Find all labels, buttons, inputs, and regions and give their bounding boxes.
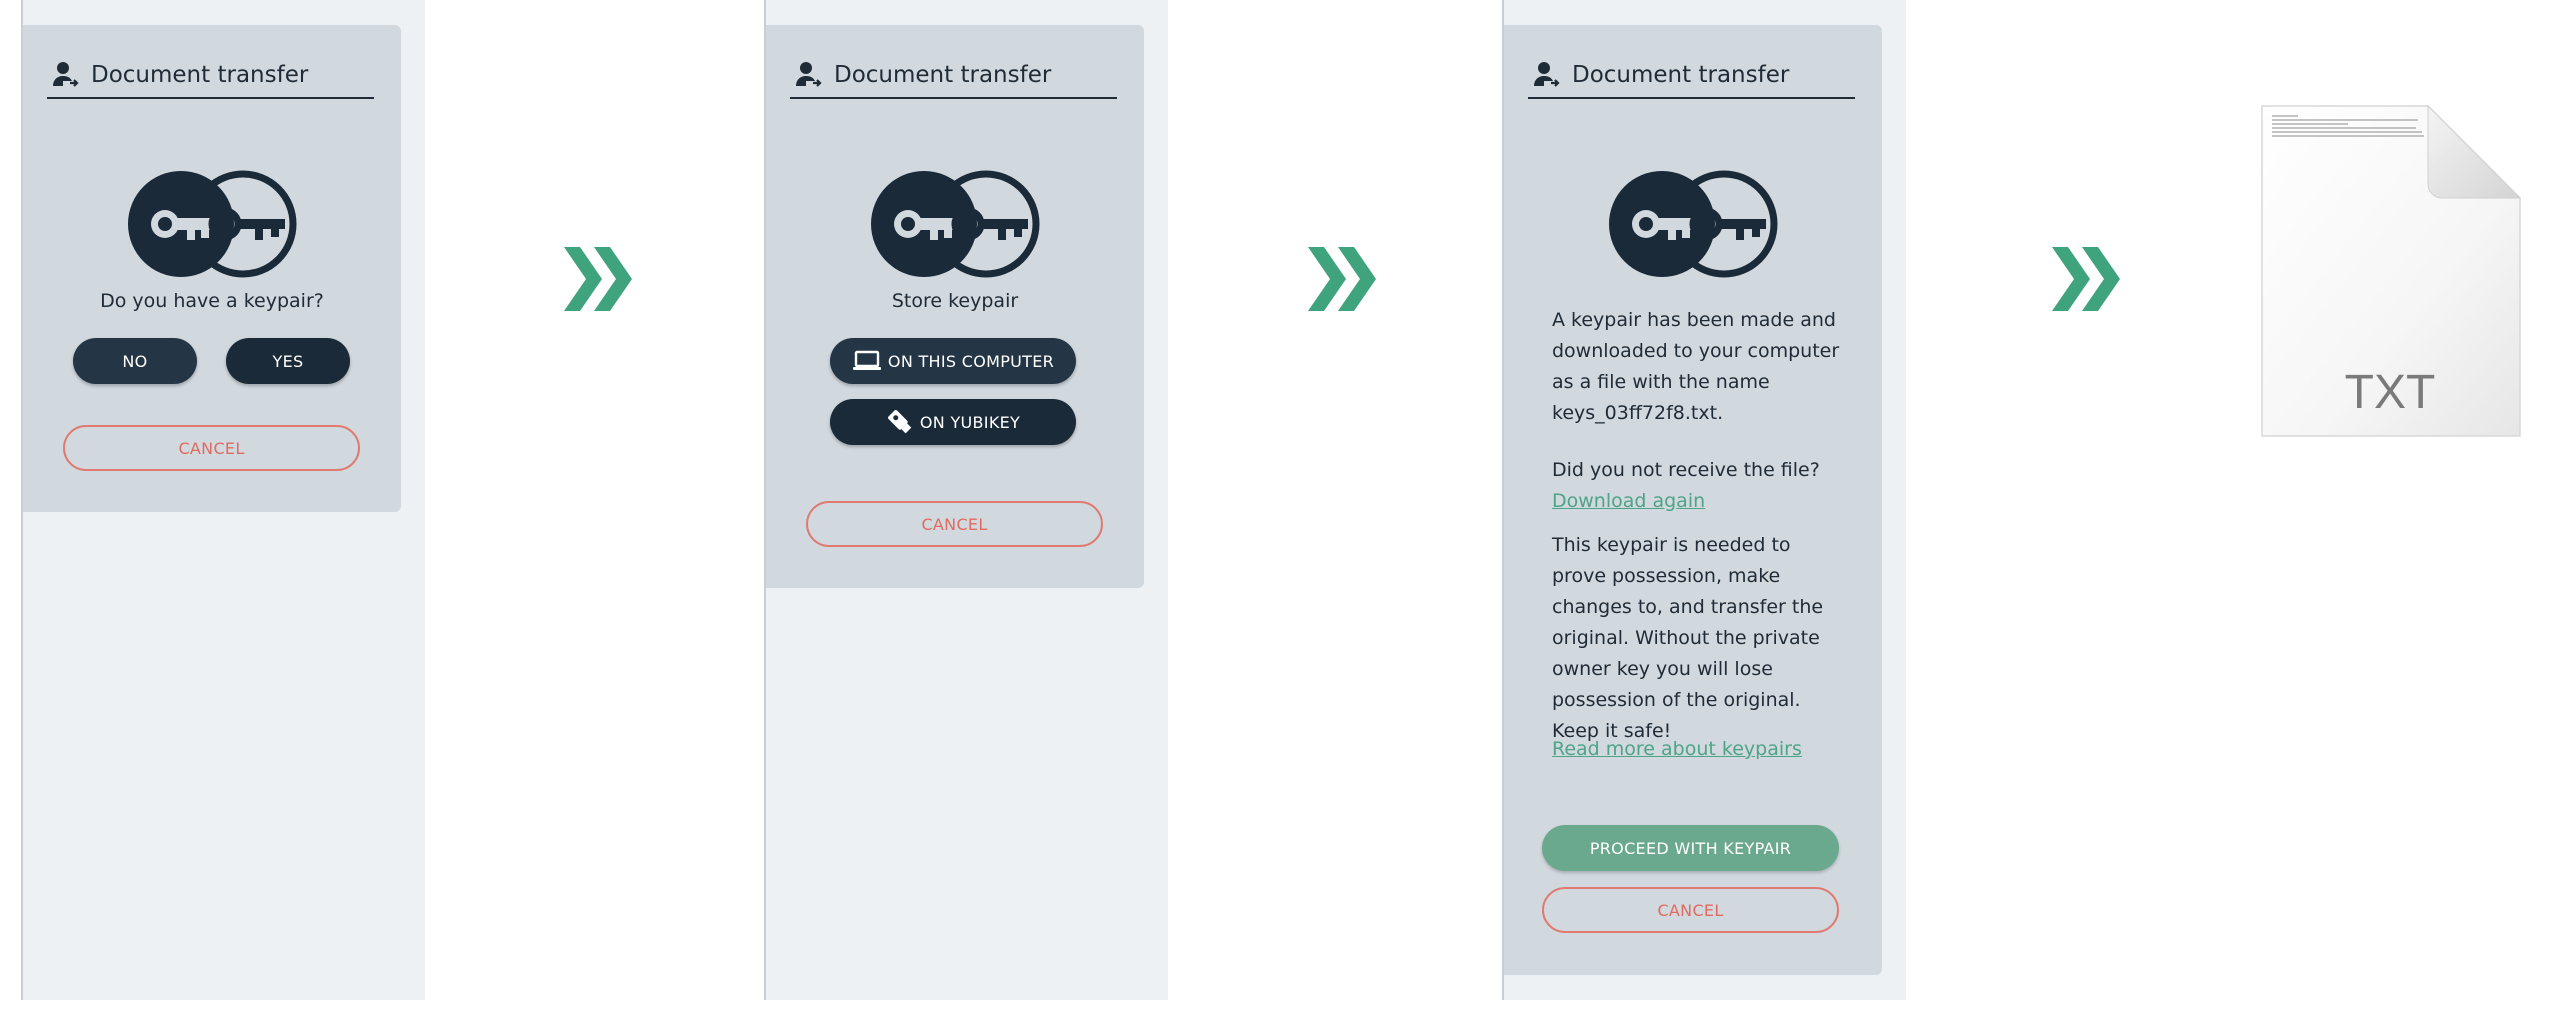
read-more-link[interactable]: Read more about keypairs	[1552, 738, 1802, 760]
keypair-icon	[1606, 168, 1780, 280]
file-type-label: TXT	[2344, 366, 2436, 419]
dialog-card	[1504, 25, 1882, 975]
keypair-importance-message: This keypair is needed to prove possession, make changes to, and transfer the original. Without the private owner key you will lose possession of the original. Keep it safe!	[1552, 534, 1824, 742]
on-this-computer-button[interactable]	[830, 338, 1076, 384]
keypair-icon	[868, 168, 1042, 280]
no-button[interactable]: NO	[73, 338, 197, 384]
on-yubikey-button[interactable]	[830, 399, 1076, 445]
cancel-button[interactable]: CANCEL	[63, 425, 360, 471]
store-keypair-label: Store keypair	[891, 290, 1019, 312]
user-transfer-icon	[794, 60, 824, 90]
double-chevron-right-icon	[1306, 243, 1378, 315]
keypair-question: Do you have a keypair?	[100, 290, 324, 312]
proceed-with-keypair-button[interactable]: PROCEED WITH KEYPAIR	[1542, 825, 1839, 871]
dialog-card	[23, 25, 401, 512]
keypair-icon	[125, 168, 299, 280]
panel-do-you-have-keypair	[21, 0, 425, 1000]
card-header	[47, 53, 374, 99]
dialog-card	[766, 25, 1144, 588]
card-header	[790, 53, 1117, 99]
panel-keypair-created	[1502, 0, 1906, 1000]
double-chevron-right-icon	[2050, 243, 2122, 315]
panel-store-keypair	[764, 0, 1168, 1000]
card-title: Document transfer	[1572, 62, 1790, 88]
download-again-link[interactable]: Download again	[1552, 490, 1706, 512]
file-not-received-block	[1552, 455, 1842, 517]
laptop-icon	[852, 350, 882, 372]
user-transfer-icon	[51, 60, 81, 90]
cancel-button[interactable]: CANCEL	[806, 501, 1103, 547]
on-this-computer-label: ON THIS COMPUTER	[887, 351, 1055, 371]
card-header	[1528, 53, 1855, 99]
usb-key-icon	[886, 408, 914, 436]
on-yubikey-label: ON YUBIKEY	[919, 412, 1021, 432]
yes-button[interactable]: YES	[226, 338, 350, 384]
user-transfer-icon	[1532, 60, 1562, 90]
card-title: Document transfer	[91, 62, 309, 88]
keypair-created-message: A keypair has been made and downloaded to your computer as a file with the name keys_03ff72f8.txt.	[1552, 309, 1840, 424]
file-not-received-text: Did you not receive the file?	[1552, 459, 1820, 481]
cancel-button[interactable]: CANCEL	[1542, 887, 1839, 933]
card-title: Document transfer	[834, 62, 1052, 88]
double-chevron-right-icon	[562, 243, 634, 315]
